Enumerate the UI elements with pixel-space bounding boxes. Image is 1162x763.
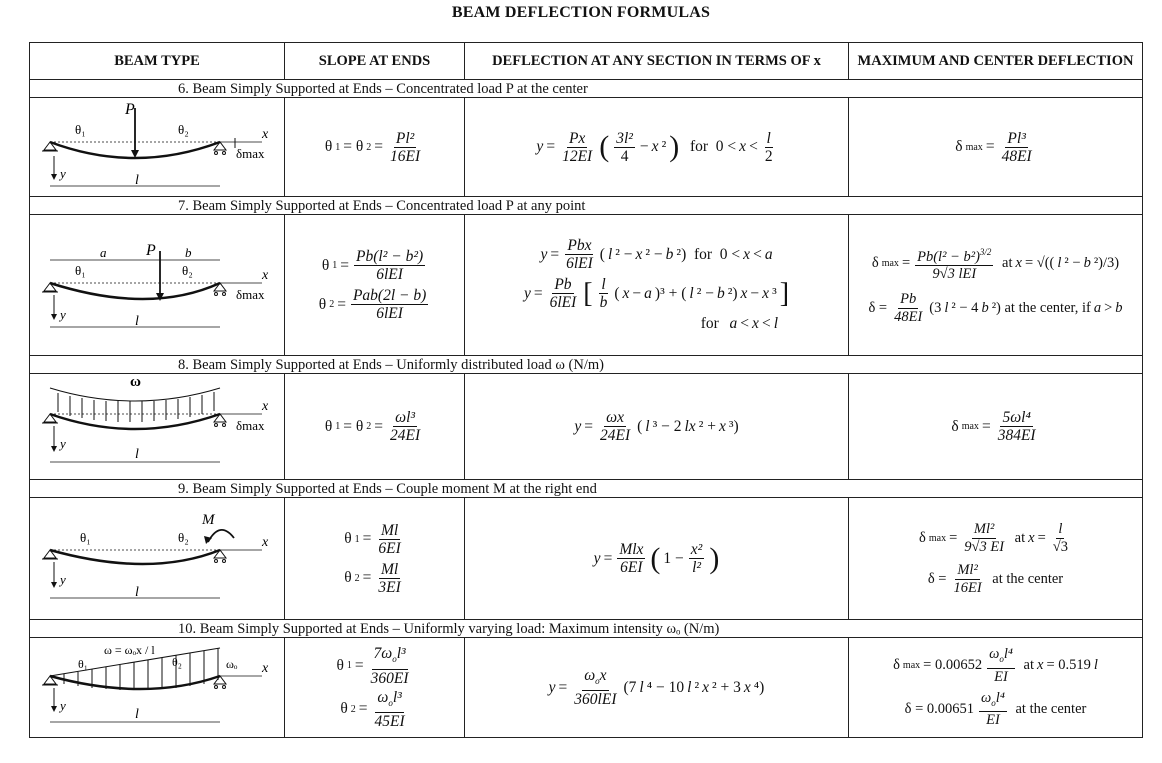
table-row: [30, 374, 1143, 480]
beam-diagram-varying-load: [30, 638, 285, 732]
row-caption-9: 9. Beam Simply Supported at Ends – Couple moment M at the right end: [30, 480, 1143, 498]
beam-diagram-center-load: [30, 98, 285, 191]
svg-text:θ₂: θ₂: [178, 122, 189, 137]
max-cell-7: δ max = $\frac{Pb(l^2 - b^2)^{3/2}}{\text{9√3 lEI}}$ at x = √(( l ² − b ²)/3) δ = $\frac{Pb}{48EI}$ (3 l ² − 4 b ²) at the center, if a > b: [849, 215, 1143, 356]
svg-text:b: b: [185, 245, 192, 260]
svg-text:ω: ω: [130, 374, 141, 390]
max-cell-9: δ max = $\frac{\text{Ml²}}{9√3 EI}$ at x = $\frac{l}{√3}$ δ = $\frac{\text{Ml²}}{16EI}$ at the center: [849, 498, 1143, 620]
svg-text:δmax: δmax: [236, 287, 265, 302]
table-row: [30, 638, 1143, 738]
svg-text:l: l: [135, 707, 139, 722]
svg-text:θ₁: θ₁: [80, 530, 91, 545]
svg-text:x: x: [262, 399, 269, 414]
slope-cell-6: θ 1 = θ 2 = $\frac{\text{Pl²}}{16EI}$: [285, 98, 465, 197]
svg-text:ω = ωₒx / l: ω = ωₒx / l: [104, 643, 155, 657]
svg-text:y: y: [60, 307, 66, 322]
svg-text:x: x: [262, 535, 269, 550]
label-p: P: [125, 101, 135, 118]
beam-diagram-10: [30, 638, 285, 738]
header-beam-type: BEAM TYPE: [30, 43, 285, 80]
beam-diagram-9: [30, 498, 285, 620]
svg-text:y: y: [60, 166, 66, 181]
beam-diagram-6: [30, 98, 285, 197]
svg-text:x: x: [262, 127, 269, 142]
formula-table: [29, 42, 1143, 738]
svg-text:l: l: [135, 585, 139, 600]
svg-text:y: y: [60, 572, 66, 587]
slope-cell-7: θ 1 = $\frac{\text{Pb(l² − b²)}}{\text{6lEI}}$ θ 2 = $\frac{\text{Pab(2l − b)}}{\text{6lEI}}$: [285, 215, 465, 356]
svg-text:x: x: [262, 661, 269, 676]
page-title: BEAM DEFLECTION FORMULAS: [451, 4, 711, 21]
svg-text:l: l: [135, 447, 139, 462]
deflection-cell-8: y = $\frac{\omega x}{24EI}$ ( l ³ − 2 lx ² + x ³): [465, 374, 849, 480]
deflection-cell-6: y = $\frac{Px}{12EI}$ ( $\frac{\text{3l²}}{4}$ − x ² ) for 0 < x < $\frac{l}{2}$: [465, 98, 849, 197]
row-caption-10: 10. Beam Simply Supported at Ends – Uniformly varying load: Maximum intensity ωₒ (N/m): [30, 620, 1143, 638]
header-max: MAXIMUM AND CENTER DEFLECTION: [849, 43, 1143, 80]
deflection-cell-7: y = $\frac{\text{Pbx}}{\text{6lEI}}$ ( l ² − x ² − b ²) for 0 < x < a y = $\frac{Pb}{\text{6lEI}}$ [ $\frac{l}{b}$ ( x − a )³ + ( l ² − b ²) x − x ³ ] for a < x < l: [465, 215, 849, 356]
svg-text:δmax: δmax: [236, 146, 265, 161]
deflection-cell-10: y = $\frac{\omega_ox}{\text{360lEI}}$ (7 l ⁴ − 10 l ² x ² + 3 x ⁴): [465, 638, 849, 738]
beam-diagram-point-load: [30, 215, 285, 350]
row-caption-6: 6. Beam Simply Supported at Ends – Concentrated load P at the center: [30, 80, 1143, 98]
svg-text:θ₁: θ₁: [75, 122, 86, 137]
svg-text:θ₁: θ₁: [75, 263, 86, 278]
header-deflection: DEFLECTION AT ANY SECTION IN TERMS OF x: [465, 43, 849, 80]
svg-text:θ₂: θ₂: [182, 263, 193, 278]
table-row: [30, 498, 1143, 620]
max-cell-6: δ max = $\frac{\text{Pl³}}{48EI}$: [849, 98, 1143, 197]
svg-text:P: P: [146, 242, 156, 259]
beam-diagram-7: [30, 215, 285, 356]
svg-text:a: a: [100, 245, 107, 260]
slope-cell-8: θ 1 = θ 2 = $\frac{\text{ωl³}}{24EI}$: [285, 374, 465, 480]
svg-text:θ₂: θ₂: [178, 530, 189, 545]
beam-diagram-uniform-load: [30, 374, 285, 474]
svg-text:ωₒ: ωₒ: [226, 657, 238, 671]
max-cell-8: δ max = $\frac{\text{5ωl⁴}}{384EI}$: [849, 374, 1143, 480]
table-row: [30, 215, 1143, 356]
svg-text:y: y: [60, 698, 66, 713]
svg-text:δmax: δmax: [236, 418, 265, 433]
beam-diagram-8: [30, 374, 285, 480]
row-caption-7: 7. Beam Simply Supported at Ends – Concentrated load P at any point: [30, 197, 1143, 215]
slope-cell-9: θ 1 = $\frac{Ml}{6EI}$ θ 2 = $\frac{Ml}{3EI}$: [285, 498, 465, 620]
deflection-cell-9: y = $\frac{\text{Mlx}}{6EI}$ ( 1 − $\frac{\text{x²}}{\text{l²}}$ ): [465, 498, 849, 620]
max-cell-10: δ max = 0.00652 $\frac{\omega_ol^4}{EI}$ at x = 0.519 l δ = 0.00651 $\frac{\omega_ol^4}{EI}$ at the center: [849, 638, 1143, 738]
svg-text:l: l: [135, 173, 139, 188]
svg-text:M: M: [202, 512, 215, 528]
row-caption-8: 8. Beam Simply Supported at Ends – Uniformly distributed load ω (N/m): [30, 356, 1143, 374]
svg-text:y: y: [60, 436, 66, 451]
beam-diagram-couple-moment: [30, 498, 285, 614]
header-slope: SLOPE AT ENDS: [285, 43, 465, 80]
svg-text:x: x: [262, 268, 269, 283]
svg-text:θ₂: θ₂: [172, 655, 182, 669]
slope-cell-10: θ 1 = $\frac{7\omega_ol^3}{360EI}$ θ 2 = $\frac{\omega_ol^3}{45EI}$: [285, 638, 465, 738]
table-row: [30, 98, 1143, 197]
svg-text:l: l: [135, 314, 139, 329]
svg-text:θ₁: θ₁: [78, 657, 88, 671]
